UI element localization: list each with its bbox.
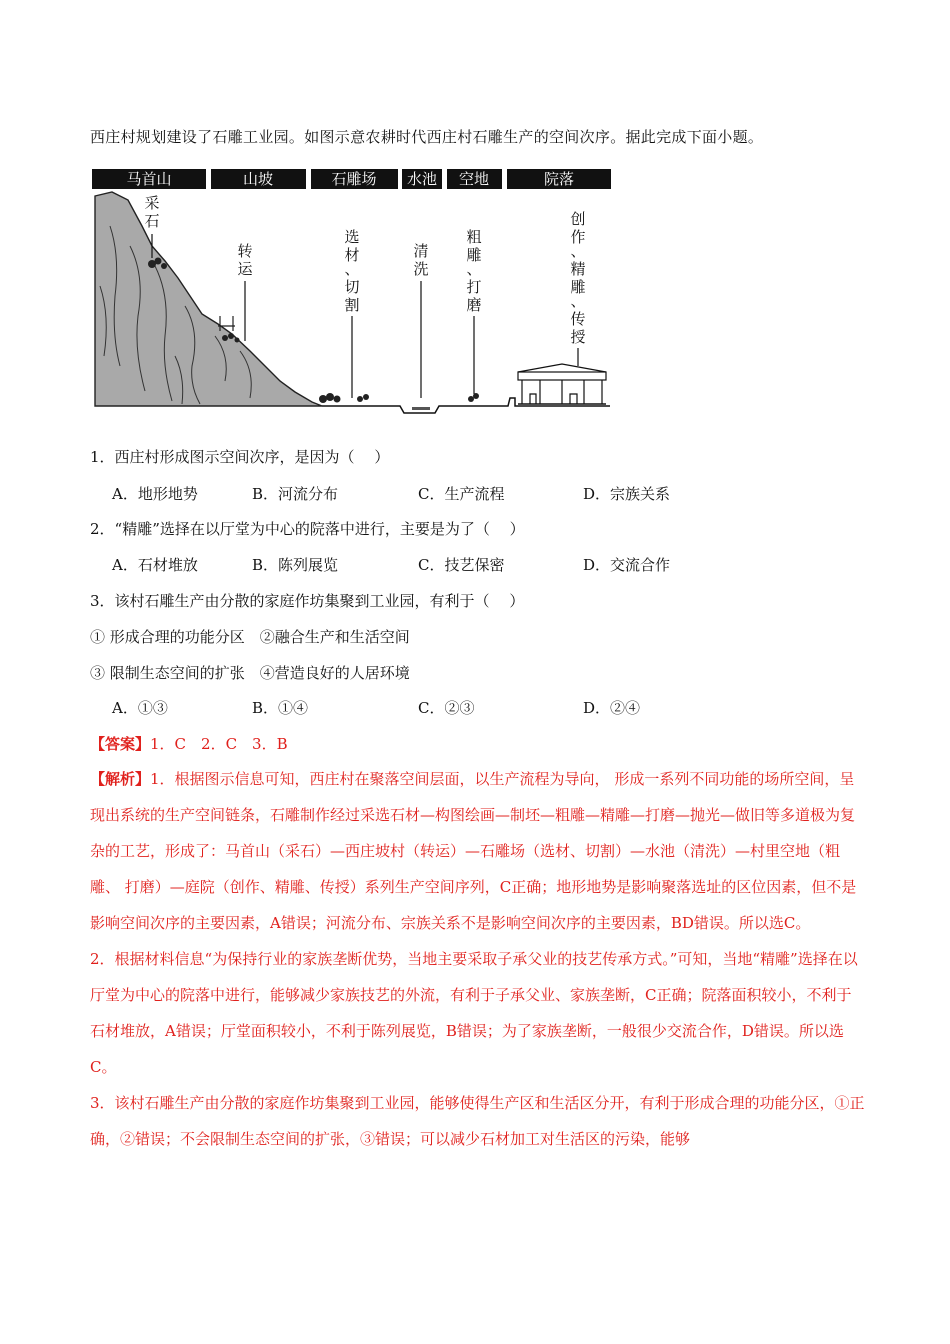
label-chuangzuo-7: 传 xyxy=(570,311,586,328)
cart-icon xyxy=(218,316,235,331)
q1-option-c[interactable]: C．生产流程 xyxy=(418,485,505,503)
answer-tag: 【答案】 xyxy=(90,735,151,753)
answer-line xyxy=(90,733,288,754)
label-xuancai-3: 、 xyxy=(344,261,360,278)
courtyard-building-icon xyxy=(518,364,606,404)
label-cudiao-4: 打 xyxy=(466,279,482,296)
analysis-paragraph-2: 2．根据材料信息“为保持行业的家族垄断优势，当地主要采取子承父业的技艺传承方式。”可知，当地“精雕”选择在以厅堂为中心的院落中进行，能够减少家族技艺的外流，有利于子承父业、家族垄断，C正确；院落面积较小，不利于石材堆放，A错误；厅堂面积较小，不利于陈列展览，B错误；为了家族垄断，一般很少交流合作，D错误。所以选C。 xyxy=(90,950,858,1076)
mountain-shape xyxy=(95,192,322,406)
q2-option-c[interactable]: C．技艺保密 xyxy=(418,556,505,574)
q2-option-b[interactable]: B．陈列展览 xyxy=(252,556,339,574)
label-cudiao-1: 粗 xyxy=(466,229,482,246)
label-chuangzuo-4: 精 xyxy=(570,261,586,278)
label-chuangzuo-1: 创 xyxy=(570,211,586,228)
q3-statements-2: ③ 限制生态空间的扩张 ④营造良好的人居环境 xyxy=(90,664,410,682)
q3-option-a[interactable]: A．①③ xyxy=(112,699,168,717)
analysis-tag: 【解析】 xyxy=(90,770,151,788)
ground-line xyxy=(322,398,610,413)
label-chuangzuo-6: 、 xyxy=(570,293,586,310)
label-chuangzuo-8: 授 xyxy=(570,329,586,346)
label-qingxi-2: 洗 xyxy=(413,261,429,278)
header-mashoushan: 马首山 xyxy=(126,171,172,188)
label-cudiao-3: 、 xyxy=(466,261,482,278)
label-qingxi-1: 清 xyxy=(413,243,429,260)
q3-option-c[interactable]: C．②③ xyxy=(418,699,475,717)
label-chuangzuo-5: 雕 xyxy=(570,279,586,296)
label-xuancai-5: 割 xyxy=(344,297,360,314)
analysis-block xyxy=(90,761,865,1157)
label-cudiao-5: 磨 xyxy=(466,297,482,314)
spatial-sequence-figure xyxy=(90,166,615,414)
question-2-stem: 2．“精雕”选择在以厅堂为中心的院落中进行，主要是为了（ ） xyxy=(90,520,525,538)
label-chuangzuo-3: 、 xyxy=(570,243,586,260)
label-zhuanyun-1: 转 xyxy=(237,243,253,260)
label-caishi-1: 采 xyxy=(144,195,160,212)
q3-option-d[interactable]: D．②④ xyxy=(583,699,641,717)
q2-option-a[interactable]: A．石材堆放 xyxy=(112,556,198,574)
q1-option-a[interactable]: A．地形地势 xyxy=(112,485,198,503)
header-shidiaochang: 石雕场 xyxy=(331,171,377,188)
header-yuanluo: 院落 xyxy=(543,171,575,188)
q1-option-d[interactable]: D．宗族关系 xyxy=(583,485,671,503)
header-kongdi: 空地 xyxy=(458,171,490,188)
header-shanpo: 山坡 xyxy=(242,171,274,188)
label-chuangzuo-2: 作 xyxy=(570,229,586,246)
header-shuichi: 水池 xyxy=(406,171,438,188)
analysis-text-1: 1．根据图示信息可知，西庄村在聚落空间层面，以生产流程为导向， 形成一系列不同功能的场所空间，呈现出系统的生产空间链条，石雕制作经过采选石材—构图绘画—制坯—粗雕—精雕—打磨—抛光—做旧等多道极为复杂的工艺，形成了：马首山（采石）—西庄坡村（转运）—石雕场（选材、切割）—水池（清洗）—村里空地（粗雕、 打磨）—庭院（创作、精雕、传授）系列生产空间序列，C正确；地形地势是影响聚落选址的区位因素，但不是影响空间次序的主要因素，A错误；河流分布、宗族关系不是影响空间次序的主要因素，BD错误。所以选C。 xyxy=(90,770,857,932)
q3-statements-1: ① 形成合理的功能分区 ②融合生产和生活空间 xyxy=(90,628,410,646)
label-cudiao-2: 雕 xyxy=(466,247,482,264)
question-1-stem: 1．西庄村形成图示空间次序，是因为（ ） xyxy=(90,448,390,466)
analysis-paragraph-1 xyxy=(90,761,865,941)
question-3-stem: 3．该村石雕生产由分散的家庭作坊集聚到工业园，有利于（ ） xyxy=(90,592,525,610)
q3-option-b[interactable]: B．①④ xyxy=(252,699,309,717)
answer-text: 1．C 2．C 3．B xyxy=(150,735,288,753)
analysis-paragraph-3: 3．该村石雕生产由分散的家庭作坊集聚到工业园，能够使得生产区和生活区分开，有利于形成合理的功能分区，①正确，②错误；不会限制生态空间的扩张，③错误；可以减少石材加工对生活区的污染，能够 xyxy=(90,1094,865,1148)
label-xuancai-4: 切 xyxy=(344,279,360,296)
label-zhuanyun-2: 运 xyxy=(237,261,253,278)
label-caishi-2: 石 xyxy=(144,213,160,230)
label-xuancai-2: 材 xyxy=(344,247,360,264)
label-xuancai-1: 选 xyxy=(344,229,360,246)
q2-option-d[interactable]: D．交流合作 xyxy=(583,556,671,574)
intro-text: 西庄村规划建设了石雕工业园。如图示意农耕时代西庄村石雕生产的空间次序。据此完成下面小题。 xyxy=(90,128,764,146)
q1-option-b[interactable]: B．河流分布 xyxy=(252,485,339,503)
